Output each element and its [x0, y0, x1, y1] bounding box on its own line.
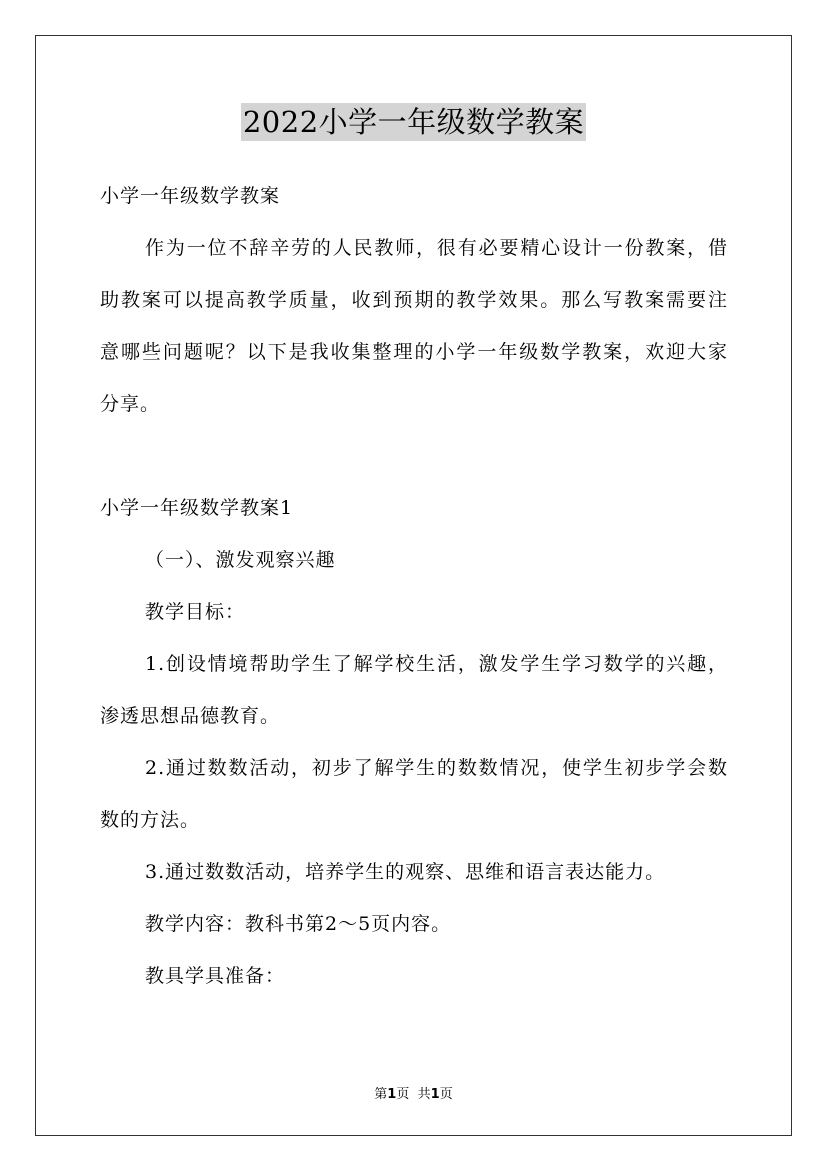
goals-label: 教学目标： — [145, 601, 246, 623]
teaching-content: 教学内容：教科书第2～5页内容。 — [145, 913, 452, 935]
intro-line-3: 意哪些问题呢？以下是我收集整理的小学一年级数学教案，欢迎大家 — [100, 341, 728, 363]
page-number: 1 — [387, 1087, 397, 1102]
materials-label: 教具学具准备： — [145, 965, 286, 987]
intro-line-1: 作为一位不辞辛劳的人民教师，很有必要精心设计一份教案，借 — [145, 237, 728, 259]
intro-line-2: 助教案可以提高教学质量，收到预期的教学效果。那么写教案需要注 — [100, 289, 728, 311]
document-title: 2022小学一年级数学教案 — [242, 105, 585, 139]
document-body — [100, 170, 728, 1002]
goal3-line: 3.通过数数活动，培养学生的观察、思维和语言表达能力。 — [145, 861, 666, 883]
page-suffix: 页 — [396, 1087, 410, 1102]
part-heading: （一）、激发观察兴趣 — [145, 549, 336, 571]
total-pages: 1 — [430, 1087, 440, 1102]
goal1-line-1: 1.创设情境帮助学生了解学校生活，激发学生学习数学的兴趣， — [145, 653, 728, 675]
intro-line-4: 分享。 — [100, 393, 161, 415]
goal2-line-1: 2.通过数数活动，初步了解学生的数数情况，使学生初步学会数 — [145, 757, 728, 779]
goal1-line-2: 渗透思想品德教育。 — [100, 705, 281, 727]
total-suffix: 页 — [439, 1087, 453, 1102]
total-prefix: 共 — [417, 1087, 431, 1102]
section-title: 小学一年级数学教案1 — [100, 497, 294, 519]
subtitle: 小学一年级数学教案 — [100, 185, 281, 207]
goal2-line-2: 数的方法。 — [100, 809, 201, 831]
page-prefix: 第 — [374, 1087, 388, 1102]
page-footer — [0, 1083, 827, 1102]
